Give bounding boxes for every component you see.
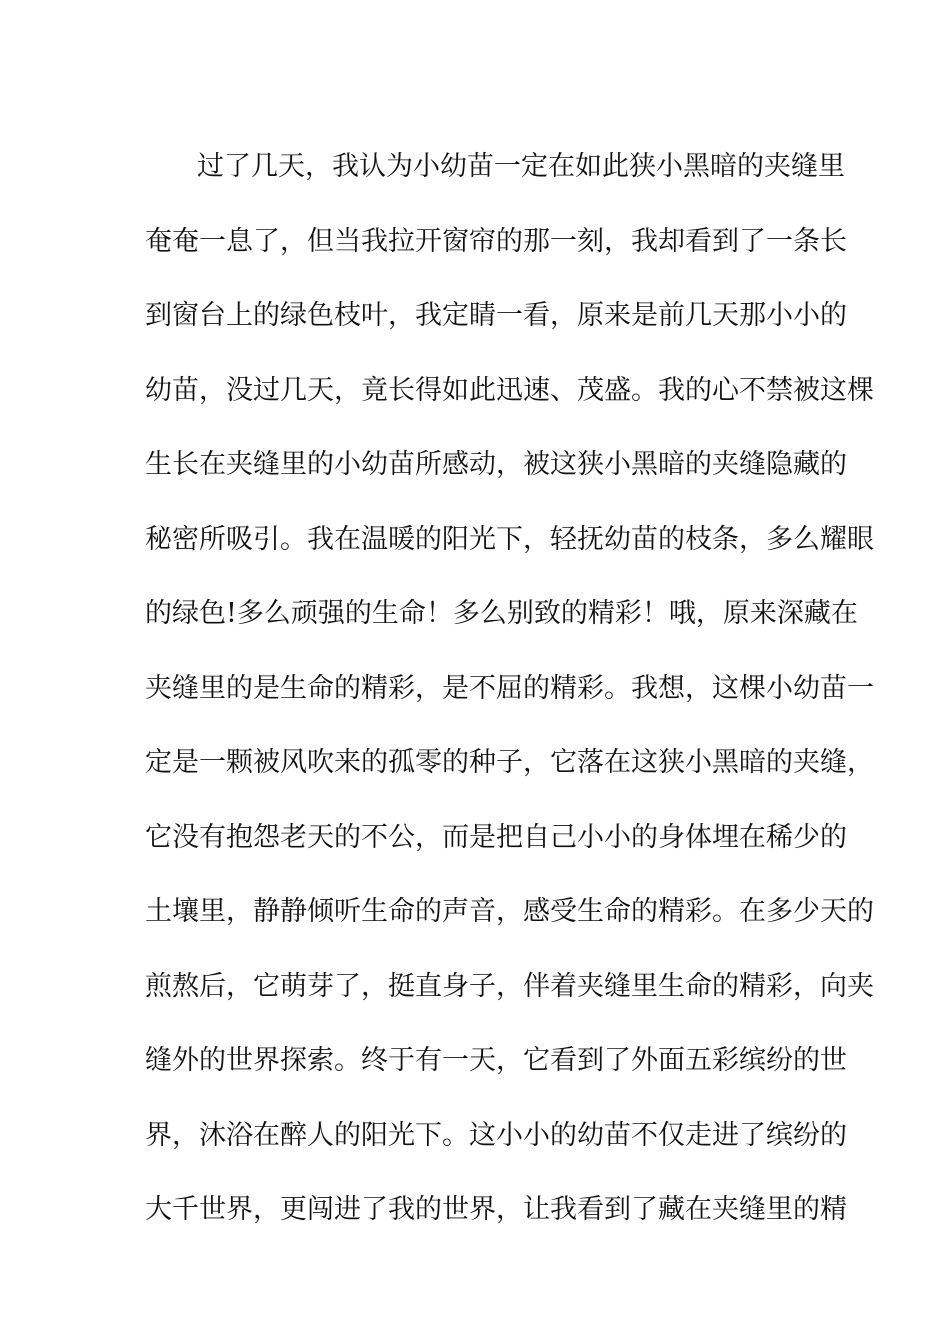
essay-paragraph	[145, 130, 874, 1248]
text-line-14: 界，沐浴在醉人的阳光下。这小小的幼苗不仅走进了缤纷的	[145, 1119, 847, 1151]
text-line-10: 它没有抱怨老天的不公，而是把自己小小的身体埋在稀少的	[145, 821, 847, 853]
text-line-2: 奄奄一息了，但当我拉开窗帘的那一刻，我却看到了一条长	[145, 225, 847, 257]
text-line-3: 到窗台上的绿色枝叶，我定睛一看，原来是前几天那小小的	[145, 300, 847, 331]
text-line-12: 煎熬后，它萌芽了，挺直身子，伴着夹缝里生命的精彩，向夹	[145, 970, 874, 1002]
text-line-8: 夹缝里的是生命的精彩，是不屈的精彩。我想，这棵小幼苗一	[145, 672, 874, 704]
text-line-9: 定是一颗被风吹来的孤零的种子，它落在这狭小黑暗的夹缝，	[145, 747, 874, 778]
text-line-15: 大千世界，更闯进了我的世界，让我看到了藏在夹缝里的精	[145, 1194, 847, 1225]
text-line-7: 的绿色!多么顽强的生命！多么别致的精彩！哦，原来深藏在	[145, 598, 858, 629]
text-line-11: 土壤里，静静倾听生命的声音，感受生命的精彩。在多少天的	[145, 896, 874, 927]
text-line-4: 幼苗，没过几天，竟长得如此迅速、茂盛。我的心不禁被这棵	[145, 374, 874, 406]
text-line-13: 缝外的世界探索。终于有一天，它看到了外面五彩缤纷的世	[145, 1045, 847, 1076]
text-line-1: 过了几天，我认为小幼苗一定在如此狭小黑暗的夹缝里	[197, 151, 845, 182]
text-line-6: 秘密所吸引。我在温暖的阳光下，轻抚幼苗的枝条，多么耀眼	[145, 523, 874, 555]
text-line-5: 生长在夹缝里的小幼苗所感动，被这狭小黑暗的夹缝隐藏的	[145, 449, 847, 480]
